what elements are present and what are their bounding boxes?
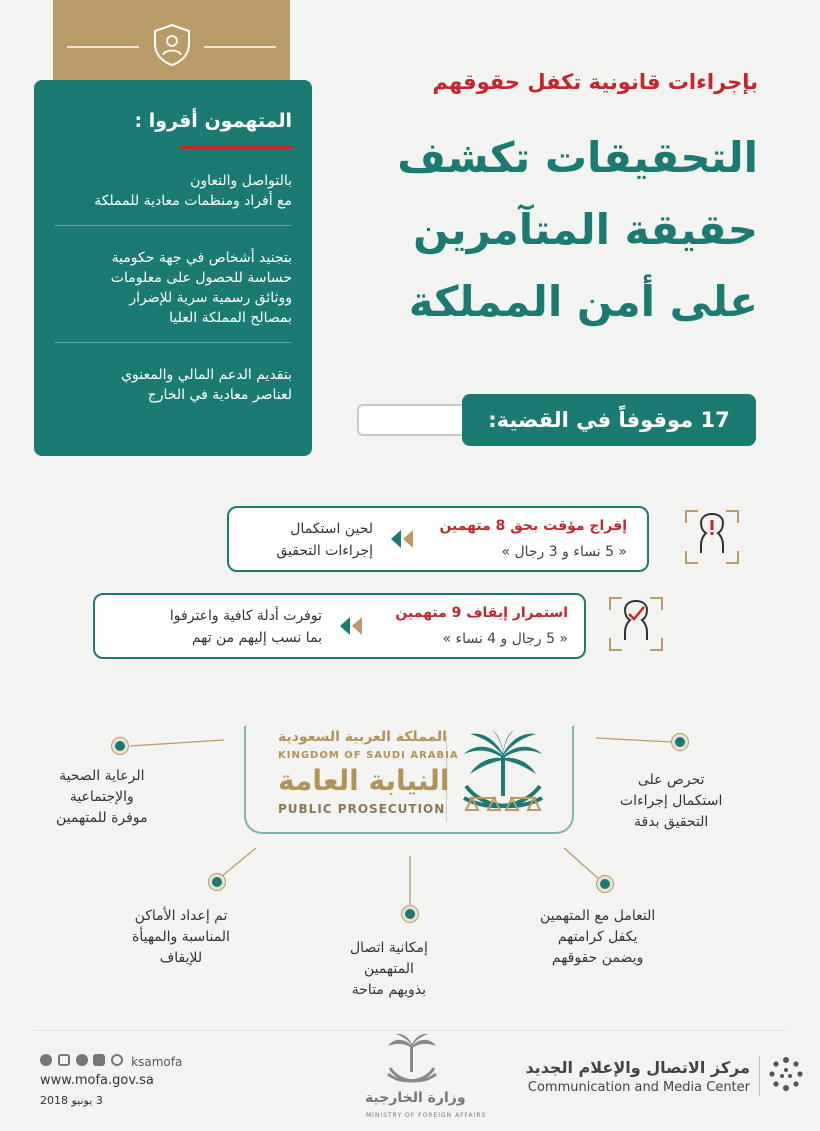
feature-line: استكمال إجراءات <box>620 793 723 809</box>
note-line: توفرت أدلة كافية واعترفوا <box>169 608 322 624</box>
feature-detention-facilities <box>132 906 230 969</box>
feature-line: ويضمن حقوقهم <box>551 950 644 966</box>
snapchat-icon <box>111 1054 123 1066</box>
feature-line: تحرص على <box>637 772 705 788</box>
confession-line: لعناصر معادية في الخارج <box>147 387 292 403</box>
facebook-icon <box>76 1054 88 1066</box>
feature-line: موفرة للمتهمين <box>56 810 148 826</box>
ministry-name-en: MINISTRY OF FOREIGN AFFAIRS <box>366 1112 487 1119</box>
footer-logo-divider <box>759 1056 760 1096</box>
feature-line: التعامل مع المتهمين <box>540 908 656 924</box>
ministry-emblem-icon <box>384 1032 440 1088</box>
feature-line: تم إعداد الأماكن <box>134 908 228 924</box>
confession-line: بمصالح المملكة العليا <box>169 310 292 326</box>
confession-line: ووثائق رسمية سرية للإضرار <box>129 290 292 306</box>
feature-bullet <box>597 876 613 892</box>
note-line: لحين استكمال <box>290 521 373 537</box>
media-center-name-ar: مركز الاتصال والإعلام الجديد <box>525 1058 750 1077</box>
feature-line: والإجتماعية <box>69 789 134 805</box>
detainee-count: 17 موقوفاً في القضية: <box>462 394 756 446</box>
feature-line: المتهمين <box>363 961 414 977</box>
status-title: استمرار إيقاف 9 متهمين <box>395 605 568 621</box>
note-line: إجراءات التحقيق <box>276 543 373 559</box>
feature-bullet <box>672 734 688 750</box>
media-center-name-en: Communication and Media Center <box>527 1080 750 1095</box>
status-breakdown: « 5 رجال و 4 نساء » <box>442 631 568 647</box>
accused-title: المتهمون أقروا : <box>134 110 292 132</box>
social-handle: ksamofa <box>131 1055 183 1069</box>
emblem-kingdom-en: KINGDOM OF SAUDI ARABIA <box>278 750 459 761</box>
social-handles[interactable] <box>40 1054 182 1069</box>
title-line: حقيقة المتآمرين <box>413 205 758 254</box>
confession-line: بتقديم الدعم المالي والمعنوي <box>121 367 292 383</box>
ministry-name-ar: وزارة الخارجية <box>365 1090 466 1106</box>
emblem-prosecution-en: PUBLIC PROSECUTION <box>278 802 446 816</box>
confession-line: بالتواصل والتعاون <box>190 173 292 189</box>
feature-bullet <box>112 738 128 754</box>
youtube-icon <box>93 1054 105 1066</box>
publish-date: 3 يونيو 2018 <box>40 1094 103 1107</box>
feature-bullet <box>209 874 225 890</box>
title-line: على أمن المملكة <box>408 277 758 326</box>
feature-line: المناسبة والمهيأة <box>132 929 230 945</box>
feature-investigation-accuracy <box>620 770 722 833</box>
footer-divider <box>34 1030 786 1031</box>
feature-dignity <box>540 906 655 969</box>
feature-line: يكفل كرامتهم <box>557 929 638 945</box>
feature-line: الرعاية الصحية <box>59 768 145 784</box>
note-line: بما نسب إليهم من تهم <box>191 630 322 646</box>
emblem-prosecution-ar: النيابة العامة <box>278 764 450 797</box>
feature-health-care <box>56 766 148 829</box>
status-title: إفراج مؤقت بحق 8 متهمين <box>439 518 627 534</box>
emblem-kingdom-ar: المملكة العربية السعودية <box>278 729 447 745</box>
feature-line: بذويهم متاحة <box>351 982 427 998</box>
feature-line: إمكانية اتصال <box>350 940 428 956</box>
confession-line: بتجنيد أشخاص في جهة حكومية <box>111 250 292 266</box>
title-line: التحقيقات تكشف <box>397 133 758 182</box>
subtitle: بإجراءات قانونية تكفل حقوقهم <box>432 70 758 94</box>
status-breakdown: « 5 نساء و 3 رجال » <box>501 544 627 560</box>
website-link[interactable]: www.mofa.gov.sa <box>40 1073 154 1088</box>
feature-line: التحقيق بدقة <box>634 814 709 830</box>
confession-line: مع أفراد ومنظمات معادية للمملكة <box>94 193 292 209</box>
feature-bullet <box>402 906 418 922</box>
confession-line: حساسة للحصول على معلومات <box>110 270 292 286</box>
feature-family-contact <box>350 938 428 1001</box>
twitter-icon <box>40 1054 52 1066</box>
feature-line: للإيقاف <box>159 950 203 966</box>
instagram-icon <box>58 1054 70 1066</box>
media-center-logo-icon <box>766 1054 806 1098</box>
